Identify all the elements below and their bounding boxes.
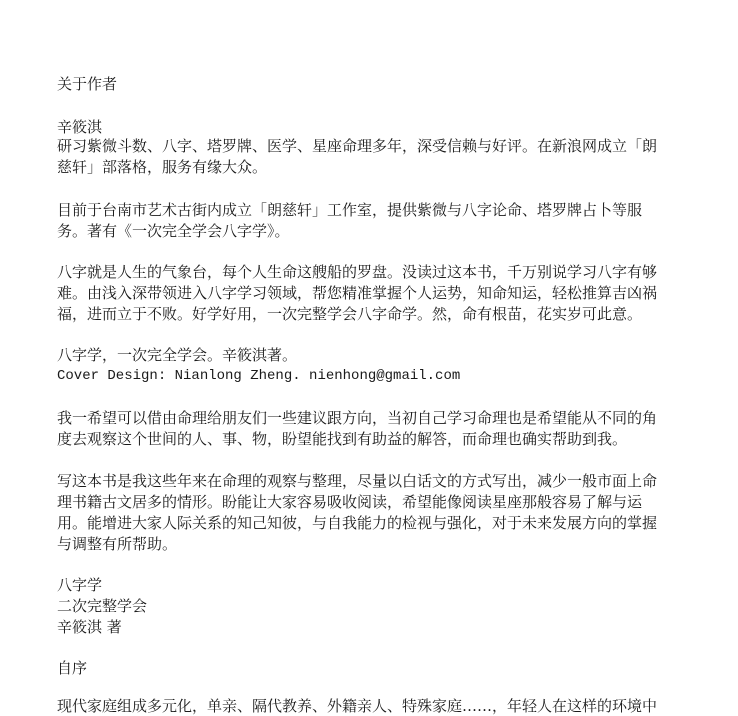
studio-line: 目前于台南市艺术古街内成立「朗慈轩」工作室，提供紫微与八字论命、塔罗牌占卜等服: [57, 201, 643, 219]
purpose-line: 用。能增进大家人际关系的知己知彼，与自我能力的检视与强化，对于未来发展方向的掌握: [57, 514, 658, 532]
about-author-heading: 关于作者: [57, 75, 118, 93]
studio-line: 务。著有《一次完全学会八字学》。: [57, 222, 290, 240]
tagline: 八字学，一次完全学会。辛筱淇著。: [57, 346, 298, 364]
author-bio-line: 慈轩」部落格，服务有缘大众。: [57, 158, 268, 176]
book-subtitle: 二次完整学会: [57, 597, 148, 615]
book-author: 辛筱淇 著: [57, 618, 122, 636]
preface-first-line: 现代家庭组成多元化，单亲、隔代教养、外籍亲人、特殊家庭……，年轻人在这样的环境中: [57, 697, 658, 715]
purpose-line: 与调整有所帮助。: [57, 535, 178, 553]
hope-line: 我一希望可以借由命理给朋友们一些建议跟方向，当初自己学习命理也是希望能从不同的角: [57, 409, 658, 427]
cover-credit: Cover Design: Nianlong Zheng. nienhong@gmail.com: [57, 368, 461, 384]
purpose-line: 理书籍古文居多的情形。盼能让大家容易吸收阅读，希望能像阅读星座那般容易了解与运: [57, 493, 643, 511]
intro-line: 八字就是人生的气象台，每个人生命这艘船的罗盘。没读过这本书，千万别说学习八字有够: [57, 263, 658, 281]
intro-line: 难。由浅入深带领进入八字学习领域，帮您精准掌握个人运势，知命知运，轻松推算吉凶祸: [57, 284, 658, 302]
hope-line: 度去观察这个世间的人、事、物，盼望能找到有助益的解答，而命理也确实帮助到我。: [57, 430, 628, 448]
author-bio-line: 研习紫微斗数、八字、塔罗牌、医学、星座命理多年，深受信赖与好评。在新浪网成立「朗: [57, 137, 658, 155]
intro-line: 福，进而立于不败。好学好用，一次完整学会八字命学。然，命有根苗，花实岁可此意。: [57, 305, 643, 323]
book-title: 八字学: [57, 576, 103, 594]
author-name: 辛筱淇: [57, 118, 103, 136]
purpose-line: 写这本书是我这些年来在命理的观察与整理，尽量以白话文的方式写出，减少一般市面上命: [57, 472, 658, 490]
preface-heading: 自序: [57, 659, 88, 677]
